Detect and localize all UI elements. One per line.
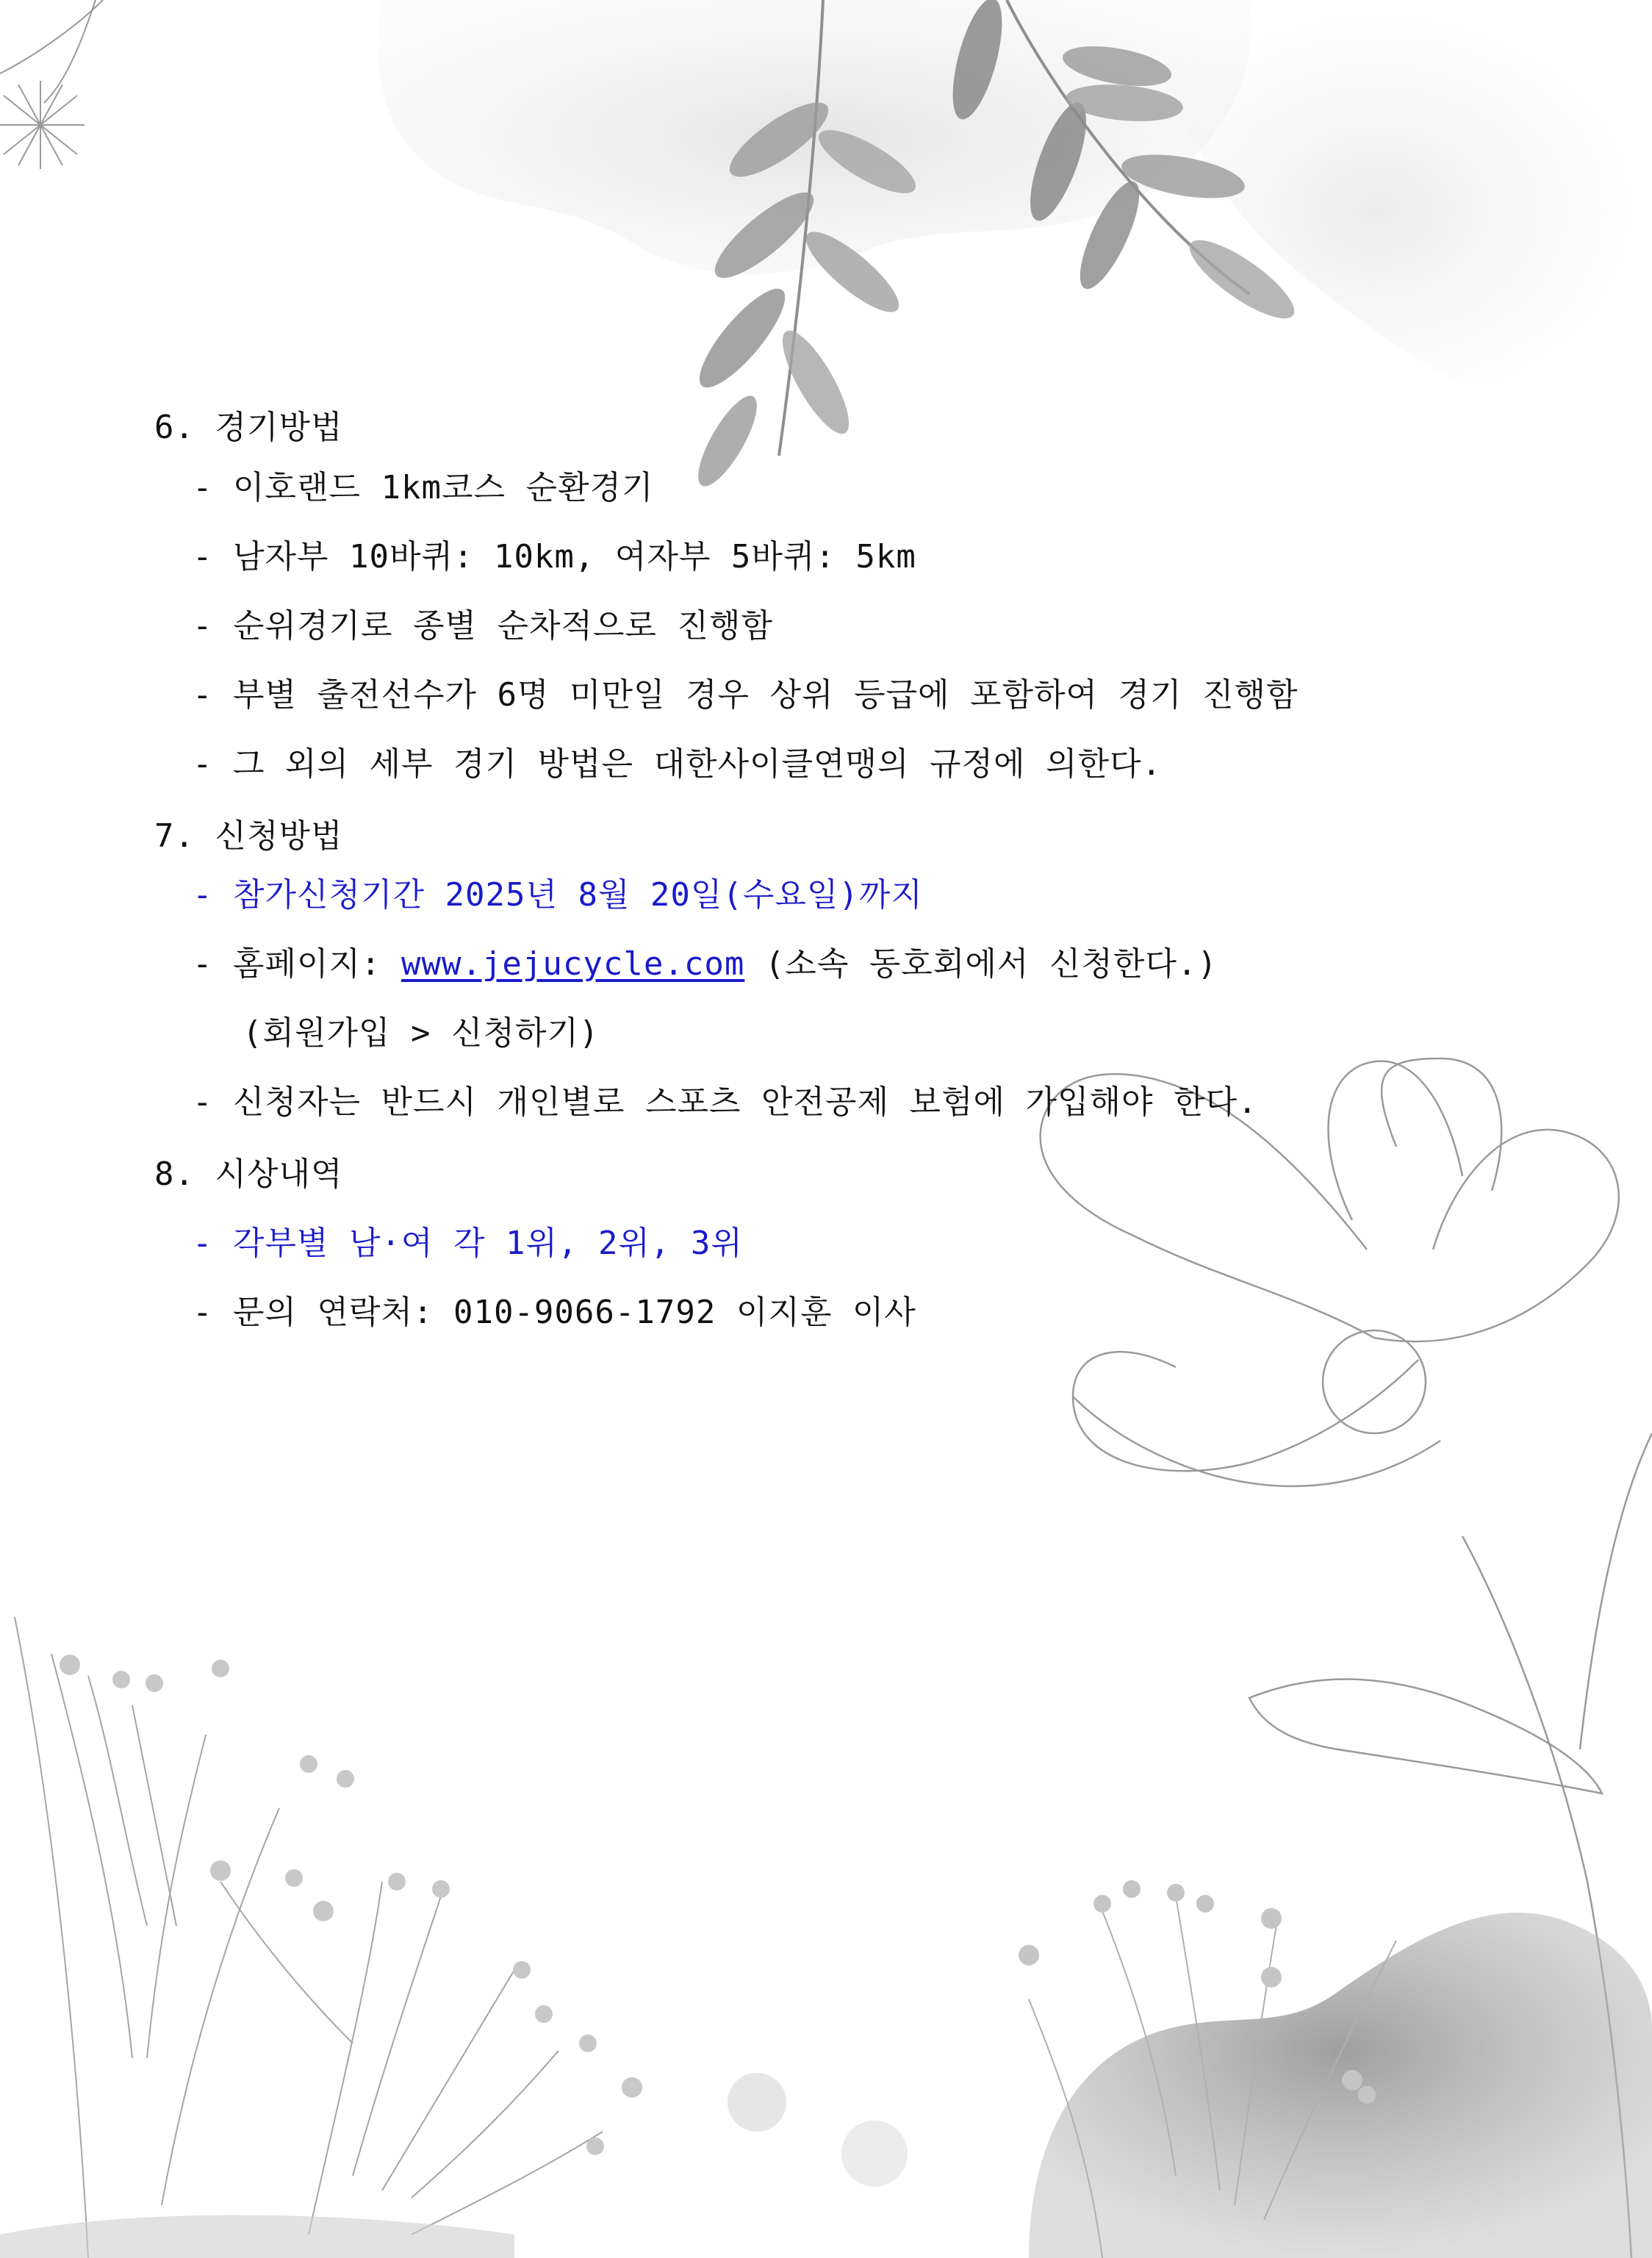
section-8-awards: - 각부별 남·여 각 1위, 2위, 3위 [193,1225,743,1262]
section-8-contact: - 문의 연락처: 010-9066-1792 이지훈 이사 [193,1294,916,1331]
section-7-period: - 참가신청기간 2025년 8월 20일(수요일)까지 [193,876,923,914]
section-7-signup-path: (회원가입 > 신청하기) [243,1014,600,1052]
section-7-insurance: - 신청자는 반드시 개인별로 스포츠 안전공제 보험에 가입해야 한다. [193,1083,1258,1121]
section-6-heading: 6. 경기방법 [154,409,343,446]
section-6-item-course: - 이호랜드 1km코스 순환경기 [193,469,654,506]
section-7-homepage [193,942,1218,986]
section-6-item-laps: - 남자부 10바퀴: 10km, 여자부 5바퀴: 5km [193,538,916,576]
section-6-item-merge: - 부별 출전선수가 6명 미만일 경우 상위 등급에 포함하여 경기 진행함 [193,676,1299,714]
homepage-link[interactable]: www.jejucycle.com [401,945,745,983]
section-7-heading: 7. 신청방법 [154,817,343,855]
homepage-note: (소속 동호회에서 신청한다.) [744,945,1218,983]
homepage-label: - 홈페이지: [193,945,401,983]
section-6-item-order: - 순위경기로 종별 순차적으로 진행함 [193,607,774,645]
section-8-heading: 8. 시상내역 [154,1155,343,1193]
section-6-item-rules: - 그 외의 세부 경기 방법은 대한사이클연맹의 규정에 의한다. [193,745,1162,783]
